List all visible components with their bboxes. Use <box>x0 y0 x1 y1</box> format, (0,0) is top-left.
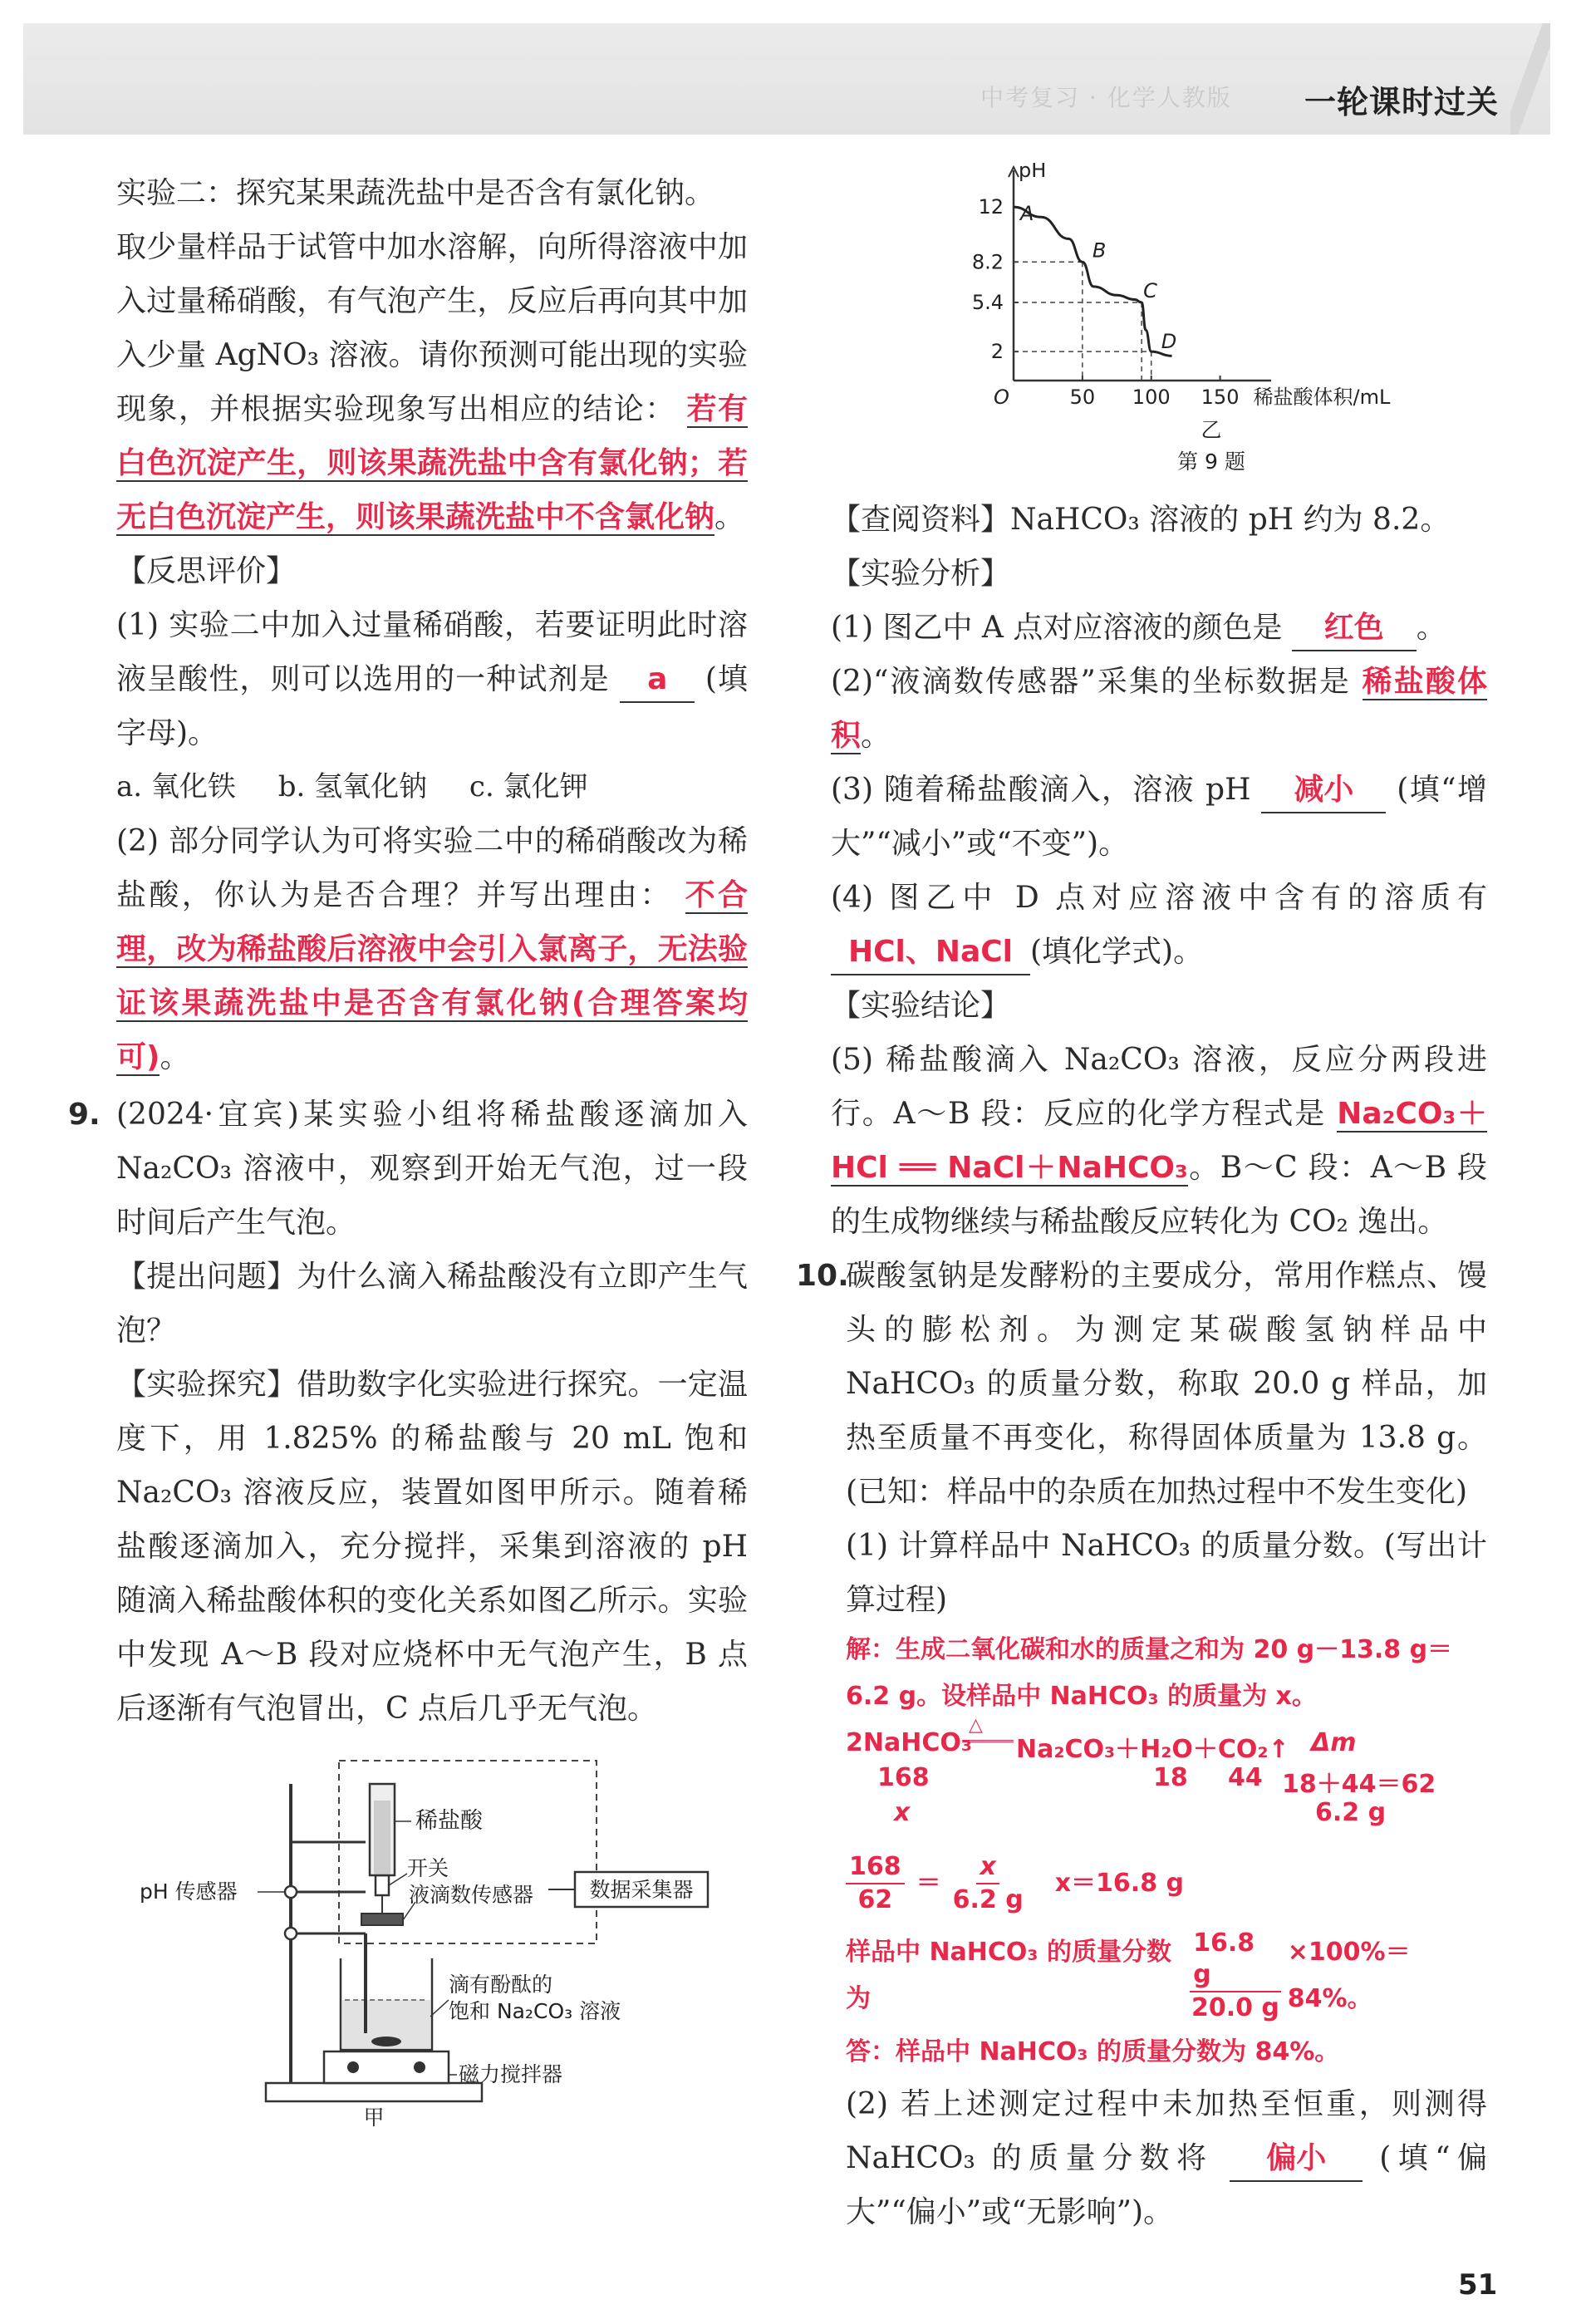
ratio-line: $\frac{168}{62}$ ＝ $\frac{x}{6.2 g}$ x＝16.8 g <box>846 1851 1487 1916</box>
analysis-q3-suffix: (填“增大”“减小”或“不变”)。 <box>831 773 1487 861</box>
clamp-joint <box>285 1928 297 1939</box>
burette-switch <box>376 1875 389 1895</box>
question-10-text: 碳酸氢钠是发酵粉的主要成分，常用作糕点、馒头的膨松剂。为测定某碳酸氢钠样品中 NaHCO₃ 的质量分数，称取 20.0 g 样品，加热至质量不再变化，称得固体质量为 13.8 g。(已知：样品中的杂质在加热过程中不发生变化) <box>846 1259 1487 1509</box>
analysis-q3 <box>831 763 1487 871</box>
question-9-number: 9. <box>68 1098 101 1132</box>
stir-bar <box>371 2037 401 2046</box>
ratio-den-2: 6.2 g <box>952 1885 1024 1914</box>
conclusion-heading: 【实验结论】 <box>831 989 1011 1023</box>
ratio-result: x＝16.8 g <box>1054 1869 1184 1898</box>
analysis-q3-text: (3) 随着稀盐酸滴入，溶液 pH <box>831 773 1251 807</box>
stirrer-knob <box>414 2061 425 2073</box>
origin-label: O <box>994 386 1009 409</box>
analysis-heading: 【实验分析】 <box>831 557 1011 591</box>
fraction-line <box>846 1928 1487 2024</box>
question-9-explore: 【实验探究】借助数字化实验进行探究。一定温度下，用 1.825% 的稀盐酸与 20 mL 饱和 Na₂CO₃ 溶液反应，装置如图甲所示。随着稀盐酸逐滴加入，充分搅拌，采集到溶液的 pH 随滴入稀盐酸体积的变化关系如图乙所示。实验中发现 A～B 段对应烧杯中无气泡产生，B 点后逐渐有气泡冒出，C 点后几乎无气泡。 <box>116 1368 748 1726</box>
analysis-q4-text: (4) 图乙中 D 点对应溶液中含有的溶质有 <box>831 881 1487 915</box>
fraction-prefix: 样品中 NaHCO₃ 的质量分数为 <box>846 1938 1172 2013</box>
figure-caption-jia: 甲 <box>363 2105 385 2130</box>
eq-mass-168: 168 <box>877 1763 930 1792</box>
question-9 <box>68 1088 748 1250</box>
eq-arrow <box>962 1740 1014 1742</box>
analysis-q1-text: (1) 图乙中 A 点对应溶液的颜色是 <box>831 611 1283 645</box>
point-label-b: B <box>1092 238 1107 263</box>
option-a: a. 氧化铁 <box>116 770 236 803</box>
y-tick-label: 12 <box>978 195 1004 219</box>
eq-x: x <box>894 1798 911 1827</box>
answer-r1: a <box>620 658 695 703</box>
eq-6-2g: 6.2 g <box>1315 1798 1387 1827</box>
magnetic-stirrer <box>324 2051 449 2083</box>
question-10-number: 10. <box>796 1259 849 1293</box>
y-tick-label: 5.4 <box>971 291 1004 314</box>
label-drop-sensor: 液滴数传感器 <box>409 1883 534 1907</box>
left-column <box>68 166 748 2133</box>
options-row <box>116 760 748 814</box>
clamp-joint <box>285 1886 297 1898</box>
eq-mass-18: 18 <box>1153 1763 1188 1792</box>
question-10-sub2-suffix: (填“偏大”“偏小”或“无影响”)。 <box>846 2141 1487 2229</box>
reflect-q1-suffix: (填字母)。 <box>116 662 748 750</box>
y-tick-label: 8.2 <box>971 250 1004 274</box>
x-tick-label: 50 <box>1069 386 1096 409</box>
label-acid: 稀盐酸 <box>415 1808 483 1834</box>
solution-answer: 答：样品中 NaHCO₃ 的质量分数为 84%。 <box>846 2037 1340 2066</box>
drop-sensor <box>361 1914 403 1925</box>
fraction-den: 20.0 g <box>1191 1993 1279 2022</box>
stirrer-knob <box>347 2061 359 2073</box>
punctuation: 。 <box>160 1040 190 1074</box>
eq-products: Na₂CO₃＋H₂O＋CO₂↑ <box>1016 1735 1289 1764</box>
punctuation: 。 <box>1416 611 1446 645</box>
label-collector: 数据采集器 <box>589 1878 694 1902</box>
ratio-fraction-1 <box>846 1851 905 1916</box>
analysis-q4-suffix: (填化学式)。 <box>1030 935 1204 969</box>
answer-r2: 不合理，改为稀盐酸后溶液中会引入氯离子，无法验证该果蔬洗盐中是否含有氯化钠(合理答案均可) <box>116 878 748 1074</box>
question-10 <box>796 1249 1487 1519</box>
eq-delta-m: Δm <box>1311 1728 1357 1757</box>
leader-solution <box>430 2000 449 2017</box>
question-10-sub2-text: (2) 若上述测定过程中未加热至恒重，则测得 NaHCO₃ 的质量分数将 <box>846 2087 1487 2175</box>
reference-info: 【查阅资料】NaHCO₃ 溶液的 pH 约为 8.2。 <box>831 503 1451 537</box>
ratio-num-1: 168 <box>846 1851 905 1884</box>
analysis-q2-text: (2)“液滴数传感器”采集的坐标数据是 <box>831 665 1351 699</box>
eq-mass-44: 44 <box>1228 1763 1263 1792</box>
analysis-q4 <box>831 871 1487 979</box>
ratio-den-1: 62 <box>857 1885 893 1914</box>
x-axis-label: 稀盐酸体积/mL <box>1253 386 1391 409</box>
mass-fraction <box>1190 1928 1281 2024</box>
answer-a2: 稀盐酸体积 <box>831 665 1487 753</box>
label-stirrer: 磁力搅拌器 <box>459 2062 563 2086</box>
chart-caption: 第 9 题 <box>1177 450 1245 474</box>
fraction-num: 16.8 g <box>1190 1928 1281 1992</box>
answer-a3: 减小 <box>1261 769 1386 813</box>
reflect-heading: 【反思评价】 <box>116 554 297 588</box>
fraction-suffix: ×100%＝84%。 <box>1287 1938 1411 2013</box>
y-axis-label: pH <box>1019 163 1047 182</box>
conclusion-q5-text: (5) 稀盐酸滴入 Na₂CO₃ 溶液，反应分两段进行。A～B 段：反应的化学方程式是 <box>831 1043 1487 1131</box>
ratio-num-2: x <box>976 1851 999 1884</box>
answer-a4: HCl、NaCl <box>831 931 1030 975</box>
point-label-c: C <box>1143 279 1157 302</box>
point-label-a: A <box>1020 202 1034 226</box>
page-number: 51 <box>1458 2268 1498 2302</box>
chart-subcaption: 乙 <box>1201 418 1222 442</box>
ratio-fraction-2 <box>953 1851 1024 1916</box>
question-9-problem: 【提出问题】为什么滴入稀盐酸没有立即产生气泡？ <box>116 1260 748 1348</box>
label-switch: 开关 <box>407 1856 449 1880</box>
apparatus-figure <box>116 1751 748 2133</box>
experiment-two-body: 取少量样品于试管中加水溶解，向所得溶液中加入过量稀硝酸，有气泡产生，反应后再向其中加入少量 AgNO₃ 溶液。请你预测可能出现的实验现象，并根据实验现象写出相应的结论： <box>116 230 748 426</box>
header-faded-text: 中考复习 · 化学人教版 <box>980 84 1232 111</box>
header-decoration <box>1510 23 1550 135</box>
conclusion-q5 <box>831 1033 1487 1249</box>
reflect-q2-text: (2) 部分同学认为可将实验二中的稀硝酸改为稀盐酸，你认为是否合理？并写出理由： <box>116 824 748 912</box>
reflect-question-2 <box>116 814 748 1084</box>
right-column <box>796 163 1487 2239</box>
point-label-d: D <box>1161 330 1177 354</box>
analysis-q1 <box>831 601 1487 655</box>
ph-chart <box>889 163 1545 491</box>
y-tick-label: 2 <box>990 340 1004 364</box>
punctuation: 。 <box>714 500 745 534</box>
header-title: 一轮课时过关 <box>1304 84 1500 120</box>
x-tick-label: 100 <box>1132 386 1171 409</box>
label-solution-2: 饱和 Na₂CO₃ 溶液 <box>449 1999 621 2023</box>
burette-liquid <box>374 1801 390 1874</box>
eq-reactant: 2NaHCO₃ <box>846 1728 972 1757</box>
label-ph-sensor: pH 传感器 <box>140 1879 238 1904</box>
option-c: c. 氯化钾 <box>469 770 588 803</box>
stand-base <box>266 2083 482 2101</box>
conclusion-q5-after: 。B～C 段：A～B 段的生成物继续与稀盐酸反应转化为 CO₂ 逸出。 <box>831 1151 1487 1239</box>
experiment-two-title: 实验二：探究某果蔬洗盐中是否含有氯化钠。 <box>116 176 715 210</box>
solution-block <box>831 1627 1487 2076</box>
x-tick-label: 150 <box>1201 386 1240 409</box>
option-b: b. 氢氧化钠 <box>277 770 428 803</box>
answer-a5: Na₂CO₃＋HCl ══ NaCl＋NaHCO₃ <box>831 1097 1487 1185</box>
equation-block <box>846 1715 1487 1845</box>
eq-heat: △ <box>969 1715 983 1736</box>
reflect-question-1 <box>116 598 748 760</box>
analysis-q2 <box>831 655 1487 763</box>
solution-line-1: 解：生成二氧化碳和水的质量之和为 20 g－13.8 g＝6.2 g。设样品中 NaHCO₃ 的质量为 x。 <box>846 1635 1453 1711</box>
eq-sum: 18＋44＝62 <box>1282 1770 1436 1799</box>
answer-conclusion: 若有白色沉淀产生，则该果蔬洗盐中含有氯化钠；若无白色沉淀产生，则该果蔬洗盐中不含氯化钠 <box>116 392 748 534</box>
label-solution-1: 滴有酚酞的 <box>449 1973 553 1997</box>
punctuation: 。 <box>861 719 891 753</box>
question-10-sub2 <box>831 2077 1487 2239</box>
question-10-sub1: (1) 计算样品中 NaHCO₃ 的质量分数。(写出计算过程) <box>846 1529 1487 1617</box>
reflect-q1-text: (1) 实验二中加入过量稀硝酸，若要证明此时溶液呈酸性，则可以选用的一种试剂是 <box>116 608 748 696</box>
answer-q10-sub2: 偏小 <box>1230 2137 1363 2182</box>
answer-a1: 红色 <box>1292 607 1417 651</box>
question-9-text: (2024·宜宾)某实验小组将稀盐酸逐滴加入 Na₂CO₃ 溶液中，观察到开始无气泡，过一段时间后产生气泡。 <box>116 1098 748 1240</box>
experiment-two-text <box>116 220 748 544</box>
